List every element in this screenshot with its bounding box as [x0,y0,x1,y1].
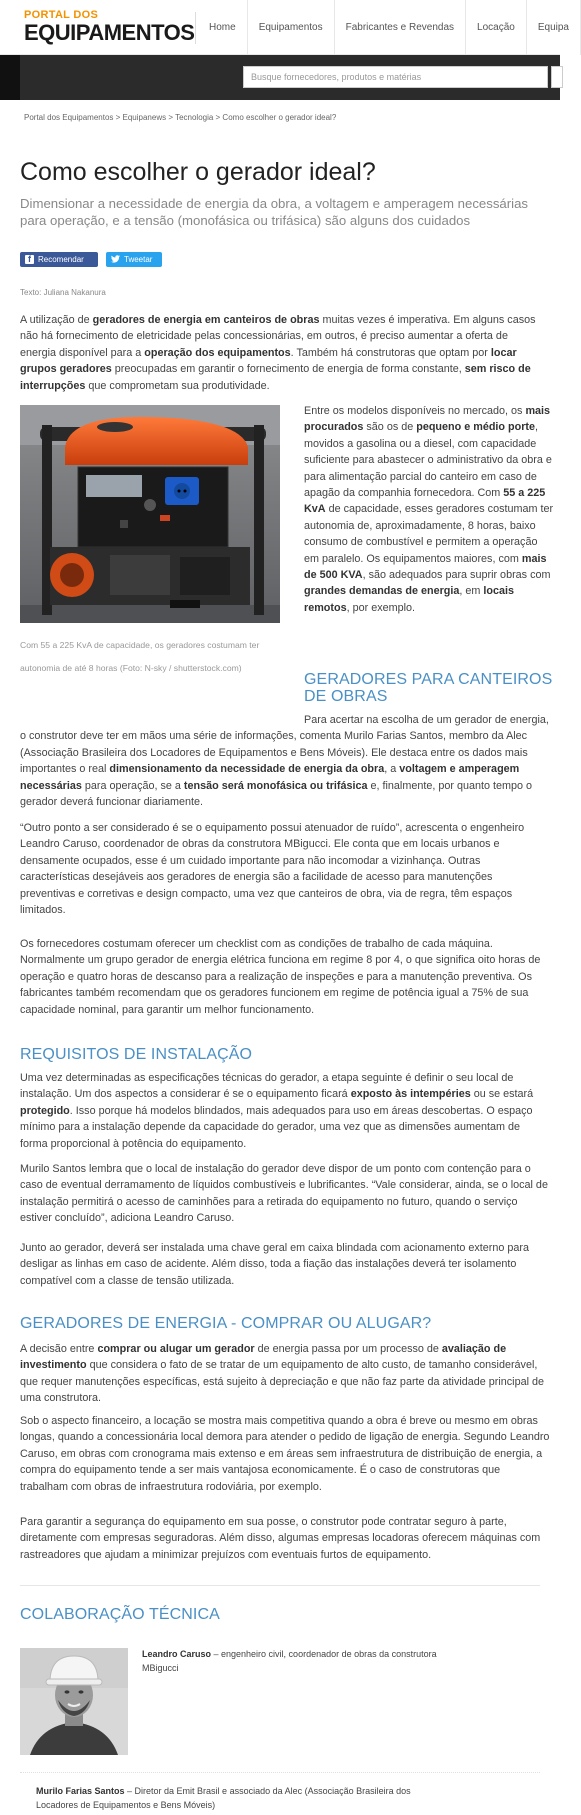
article-paragraph: A decisão entre comprar ou alugar um gerador de energia passa por um processo de avaliação de investimento que considera o fato de se tratar de um equipamento de alto custo, de tamanho considerável, que requer manutenções específicas, está sujeito à depreciação e que não faz parte da atividade principal de uma construtora. [20,1343,544,1405]
collaborator-divider [20,1772,540,1773]
facebook-share-label: Recomendar [38,255,84,264]
nav-equipamentos[interactable]: Equipamentos [248,0,335,55]
nav-locacao[interactable]: Locação [466,0,527,55]
top-header [0,0,569,55]
search-button[interactable] [551,66,563,88]
facebook-share-button[interactable] [20,252,98,267]
collaborator-entry [36,1785,416,1812]
collaborator-entry [142,1648,472,1675]
generator-photo [20,405,280,623]
logo-main-text: EQUIPAMENTOS [24,20,195,45]
article-paragraph: Murilo Santos lembra que o local de instalação do gerador deve dispor de um ponto com contenção para o caso de eventual derramamento de líquidos combustíveis e lubrificantes. “Vale considerar, ainda, se o local de instalação permitirá o acesso de caminhões para a retirada do equipamento no futuro, quando o serviço estiver concluído”, adiciona Leandro Caruso. [20,1163,548,1225]
article-paragraph: Os fornecedores costumam oferecer um checklist com as condições de trabalho de cada máquina. Normalmente um grupo gerador de energia elétrica funciona em regime 8 por 4, o que significa oito horas de operação e quatro horas de descanso para a realização de inspeções e para a manutenção preventiva. Os fabricantes também recomendam que os geradores funcionem em regime de potência igual a 75% de sua capacidade nominal, para garantir um melhor funcionamento. [20,938,541,1016]
collaborator-name: Leandro Caruso [142,1649,212,1659]
section-divider [20,1585,540,1586]
section-heading-colaboracao: COLABORAÇÃO TÉCNICA [20,1606,220,1623]
article-paragraph: Uma vez determinadas as especificações técnicas do gerador, a etapa seguinte é definir o seu local de instalação. Um dos aspectos a considerar é se o equipamento ficará exposto às intempéries ou se estará protegido. Isso porque há modelos blindados, mais adequados para uso em áreas descobertas. O espaço mínimo para a instalação depende da capacidade do gerador, uma vez que as dimensões aumentam de forma proporcional à potência do equipamento. [20,1072,534,1150]
section-heading-canteiros: GERADORES PARA CANTEIROS DE OBRAS [304,671,553,705]
article-paragraph: A utilização de geradores de energia em canteiros de obras muitas vezes é imperativa. Em alguns casos não há fornecimento de eletricidade pelas concessionárias, em outros, é preciso aumentar a oferta de energia disponível para a operação dos equipamentos. Também há construtoras que optam por locar grupos geradores preocupadas em garantir o fornecimento de energia de forma constante, sem risco de interrupções que comprometam sua produtividade. [20,314,536,392]
twitter-icon [111,255,120,264]
collaborator-name: Murilo Farias Santos [36,1786,125,1796]
main-nav [197,0,581,55]
facebook-icon: f [25,255,34,264]
collaborator-role: – Diretor da Emit Brasil e associado da Alec (Associação Brasileira dos Locadores de Equipamentos e Bens Móveis) [36,1786,411,1810]
search-bar-strip [0,55,560,100]
section-heading-comprar: GERADORES DE ENERGIA - COMPRAR OU ALUGAR? [20,1315,432,1332]
twitter-share-button[interactable] [106,252,162,267]
site-logo[interactable] [24,10,194,44]
nav-equipa[interactable]: Equipa [527,0,581,55]
nav-fabricantes[interactable]: Fabricantes e Revendas [335,0,466,55]
search-input[interactable]: Busque fornecedores, produtos e matérias [243,66,548,88]
article-paragraph: Sob o aspecto financeiro, a locação se mostra mais competitiva quando a obra é breve ou mesmo em obras longas, quando a concessionária local demora para atender o pedido de ligação de energia. Segundo Leandro Caruso, em obras com cronograma mais extenso e em áreas sem infraestrutura de distribuição de energia, a compra do equipamento tende a ser mais vantajosa economicamente. É o caso de construtoras que trabalham com obras de infraestrutura rodoviária, por exemplo. [20,1415,550,1493]
logo-top-text: PORTAL DOS [24,9,99,21]
author-credit: Texto: Juliana Nakanura [20,288,106,297]
article-paragraph: Junto ao gerador, deverá ser instalada uma chave geral em caixa blindada com acionamento externo para desligar as linhas em caso de acidente. Além disso, toda a fiação das instalações deverá ter isolamento compatível com a classe de tensão utilizada. [20,1242,529,1287]
section-heading-requisitos: REQUISITOS DE INSTALAÇÃO [20,1046,253,1063]
article-title: Como escolher o gerador ideal? [20,158,376,186]
article-paragraph: Para acertar na escolha de um gerador de energia, o construtor deve ter em mãos uma série de informações, comenta Murilo Farias Santos, membro da Alec (Associação Brasileira dos Locadores de Equipamentos e Bens Móveis). Ele destaca entre os dados mais importantes o real dimensionamento da necessidade de energia da obra, a voltagem e amperagem necessárias para operação, se a tensão será monofásica ou trifásica e, finalmente, por quanto tempo o gerador deverá funcionar diariamente. [20,714,549,809]
article-subtitle: Dimensionar a necessidade de energia da obra, a voltagem e amperagem necessárias para operação, e a tensão (monofásica ou trifásica) são alguns dos cuidados [20,196,529,228]
article-paragraph: Entre os modelos disponíveis no mercado, os mais procurados são os de pequeno e médio porte, movidos a gasolina ou a diesel, com capacidade suficiente para abastecer o administrativo da obra e para alimentação parcial do canteiro em caso de apagão da companhia fornecedora. Com 55 a 225 KvA de capacidade, esses geradores costumam ter autonomia de, aproximadamente, 8 horas, baixo consumo de combustível e permitem a operação em paralelo. Os equipamentos maiores, com mais de 500 KVA, são adequados para suprir obras com grandes demandas de energia, em locais remotos, por exemplo. [304,405,554,614]
image-caption: Com 55 a 225 KvA de capacidade, os geradores costumam ter autonomia de até 8 horas (Foto: N-sky / shutterstock.com) [20,640,260,673]
breadcrumb[interactable]: Portal dos Equipamentos > Equipanews > Tecnologia > Como escolher o gerador ideal? [24,113,337,122]
dark-accent [0,55,20,100]
article-paragraph: “Outro ponto a ser considerado é se o equipamento possui atenuador de ruído”, acrescenta o engenheiro Leandro Caruso, coordenador de obras da construtora MBigucci. Ele conta que em locais urbanos e densamente ocupados, esse é um cuidado importante para não incomodar a vizinhança. Outras características desejáveis aos geradores de energia são a facilidade de acesso para manutenções preventivas e corretivas e design compacto, uma vez que canteiros de obra, via de regra, têm espaços limitados. [20,822,525,917]
nav-home[interactable]: Home [197,0,248,55]
collaborator-role: – engenheiro civil, coordenador de obras da construtora MBigucci [142,1649,437,1673]
twitter-share-label: Tweetar [124,255,153,264]
collaborator-avatar [20,1648,128,1755]
article-paragraph: Para garantir a segurança do equipamento em sua posse, o construtor pode contratar seguro à parte, diretamente com empresas seguradoras. Além disso, algumas empresas locadoras oferecem máquinas com rastreadores que ajudam a minimizar prejuízos com eventuais furtos de equipamento. [20,1516,541,1561]
logo-separator [195,12,196,44]
